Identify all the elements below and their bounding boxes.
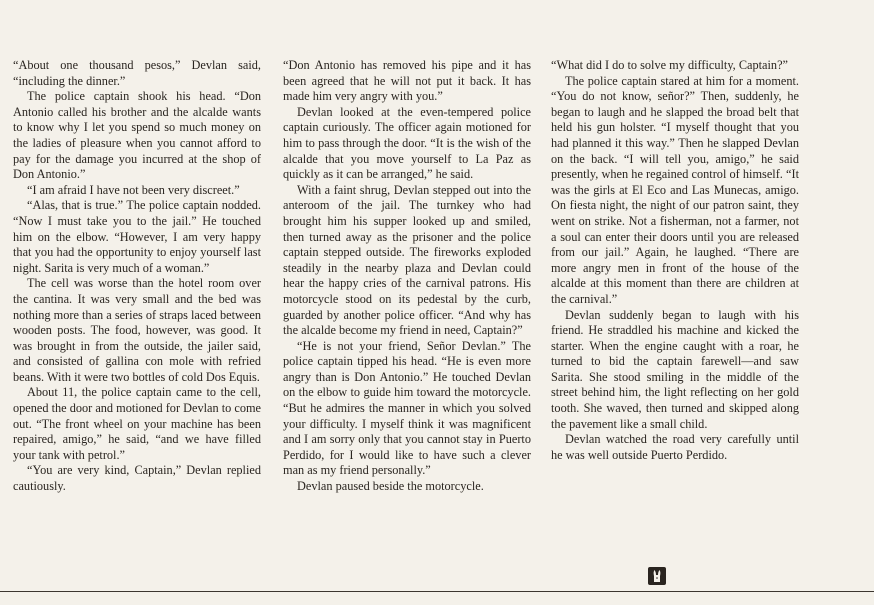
paragraph: “I am afraid I have not been very discreet.” xyxy=(27,182,240,197)
paragraph: Devlan watched the road very carefully until he was well outside Puerto Perdido. xyxy=(551,432,799,462)
paragraph: “Don Antonio has removed his pipe and it has been agreed that he will not put it back. It has made him very angry with you.” xyxy=(283,58,531,104)
paragraph: “Alas, that is true.” The police captain nodded. “Now I must take you to the jail.” He touched him on the elbow. “However, I am very happy that you had the opportunity to enjoy yourself last night. Sarita is very much of a woman.” xyxy=(13,198,261,275)
paragraph: With a faint shrug, Devlan stepped out into the anteroom of the jail. The turnkey who had brought him his supper looked up and smiled, then turned away as the prisoner and the police captain stepped outside. The fireworks exploded steadily in the nearby plaza and Devlan could hear the happy cries of the carnival patrons. His motorcycle stood on its pedestal by the curb, guarded by another police officer. “And why has the alcalde become my friend in need, Captain?” xyxy=(283,182,531,338)
paragraph: “He is not your friend, Señor Devlan.” The police captain tipped his head. “He is even more angry than is Don Antonio.” He touched Devlan on the elbow to guide him toward the motorcycle. “But he admires the manner in which you solved your difficulty. I myself think it was magnificent and I am sorry only that you cannot stay in Puerto Perdido, for I would like to have such a clever man as my friend personally.” xyxy=(283,338,531,478)
paragraph: “You are very kind, Captain,” Devlan replied cautiously. xyxy=(13,463,261,494)
paragraph: “About one thousand pesos,” Devlan said, “including the dinner.” xyxy=(13,58,261,88)
paragraph: Devlan suddenly began to laugh with his friend. He straddled his machine and kicked the starter. When the engine caught with a roar, he turned to bid the captain farewell—and saw Sarita. She stood smiling in the middle of the street behind him, the light reflecting on her gold tooth. She waved, then turned and skipped along the pavement like a small child. xyxy=(551,307,799,431)
paragraph: Devlan paused beside the motorcycle. xyxy=(297,479,484,494)
text-column-2 xyxy=(283,58,531,495)
text-column-1 xyxy=(13,58,261,495)
text-column-3 xyxy=(551,58,799,463)
paragraph: The police captain shook his head. “Don Antonio called his brother and the alcalde wants to know why I let you spend so much money on the ladies of pleasure when you cannot afford to pay for the damage you incurred at the shop of Don Antonio.” xyxy=(13,89,261,182)
paragraph: About 11, the police captain came to the cell, opened the door and motioned for Devlan to come out. “The front wheel on your machine has been repaired, amigo,” he said, “and we have filled your tank with petrol.” xyxy=(13,385,261,462)
bottom-rule xyxy=(0,591,874,592)
bunny-icon xyxy=(648,567,666,585)
paragraph: Devlan looked at the even-tempered police captain curiously. The officer again motioned for him to pass through the door. “It is the wish of the alcalde that you move yourself to La Paz as quickly as it can be arranged,” he said. xyxy=(283,104,531,182)
paragraph: The police captain stared at him for a moment. “You do not know, señor?” Then, suddenly, he began to laugh and he slapped the broad belt that held his gun holster. “I myself thought that you had planned it this way.” Then he slapped Devlan on the back. “I will tell you, amigo,” he said presently, when he regained control of himself. “It was the girls at El Eco and Las Munecas, amigo. On fiesta night, the night of our patron saint, they went on strike. Not a fisherman, not a farmer, not a soul can enter their doors until you are released from our jail.” Again, he laughed. “There are more angry men in front of the house of the alcalde at this moment than there are children at the carnival.” xyxy=(551,73,799,306)
paragraph: The cell was worse than the hotel room over the cantina. It was very small and the bed was nothing more than a series of straps laced between wooden posts. The food, however, was good. It was brought in from the outside, the jailer said, and consisted of gallina con mole with refried beans. With it were two bottles of cold Dos Equis. xyxy=(13,276,261,384)
paragraph: “What did I do to solve my difficulty, Captain?” xyxy=(551,58,788,72)
